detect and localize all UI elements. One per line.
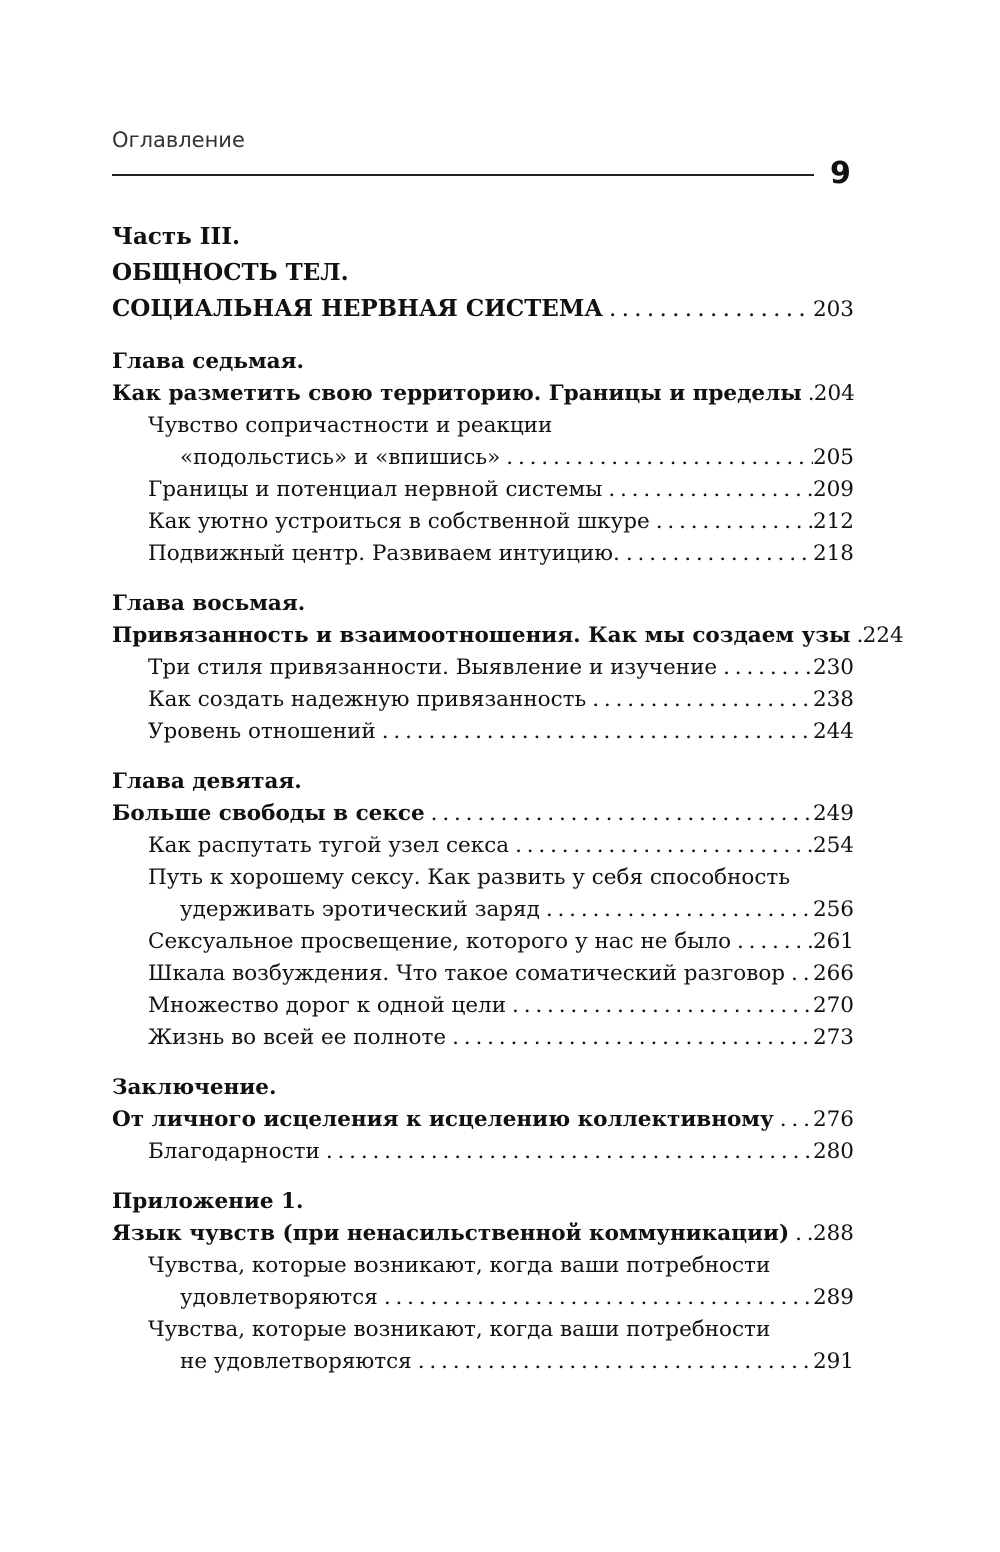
toc-entry[interactable] [112,830,854,862]
entry-title: Три стиля привязанности. Выявление и изучение [148,655,718,680]
toc-entry[interactable] [112,538,854,570]
toc-entry[interactable] [112,1104,854,1136]
entry-page: 209 [812,477,854,502]
entry-page: 218 [812,541,854,566]
toc-entry[interactable] [112,958,854,990]
toc-chapter-7 [112,346,854,570]
toc-entry[interactable] [112,506,854,538]
entry-page: 203 [812,297,854,322]
entry-page: 249 [812,801,854,826]
dot-leader [509,830,813,862]
entry-title: СОЦИАЛЬНАЯ НЕРВНАЯ СИСТЕМА [112,295,604,322]
entry-page: 280 [812,1139,854,1164]
entry-title: Уровень отношений [148,719,376,744]
entry-title: Привязанность и взаимоотношения. Как мы создаем узы [112,623,851,648]
entry-page: 256 [812,897,854,922]
entry-title: Множество дорог к одной цели [148,993,507,1018]
toc-entry[interactable] [112,798,854,830]
dot-leader [785,958,813,990]
entry-title: Благодарности [148,1139,320,1164]
entry-title: Больше свободы в сексе [112,801,425,826]
entry-page: 238 [812,687,854,712]
chapter-label: Глава седьмая. [112,349,304,374]
dot-leader [717,652,813,684]
entry-page: 270 [812,993,854,1018]
dot-leader [603,291,813,327]
toc-conclusion [112,1072,854,1168]
entry-page: 212 [812,509,854,534]
dot-leader [412,1346,813,1378]
dot-leader [620,538,813,570]
toc-entry-line[interactable]: Путь к хорошему сексу. Как развить у себя способность [148,865,791,890]
entry-page: 289 [812,1285,854,1310]
header-rule [112,174,814,176]
toc-entry[interactable] [112,442,854,474]
toc-entry[interactable] [112,1022,854,1054]
toc-entry-line[interactable]: Чувство сопричастности и реакции [148,413,553,438]
entry-title: Шкала возбуждения. Что такое соматический разговор [148,961,786,986]
toc-entry[interactable] [112,990,854,1022]
entry-title: не удовлетворяются [180,1349,412,1374]
toc-chapter-9 [112,766,854,1054]
entry-page: 266 [812,961,854,986]
dot-leader [789,1218,813,1250]
toc-entry[interactable] [112,894,854,926]
chapter-label: Заключение. [112,1075,277,1100]
page-number: 9 [830,156,851,191]
dot-leader [731,926,813,958]
toc-entry-line[interactable]: Чувства, которые возникают, когда ваши потребности [148,1253,771,1278]
toc-entry-line[interactable]: Чувства, которые возникают, когда ваши потребности [148,1317,771,1342]
chapter-label: Глава девятая. [112,769,302,794]
entry-title: Жизнь во всей ее полноте [148,1025,447,1050]
dot-leader [446,1022,813,1054]
running-head-title: Оглавление [112,128,245,152]
entry-page: 288 [812,1221,854,1246]
dot-leader [376,716,813,748]
toc-entry[interactable] [112,474,854,506]
toc-entry[interactable] [112,291,854,328]
dot-leader [802,378,814,410]
dot-leader [378,1282,813,1314]
part-title-line: ОБЩНОСТЬ ТЕЛ. [112,259,349,286]
entry-title: удерживать эротический заряд [180,897,540,922]
entry-title: Как уютно устроиться в собственной шкуре [148,509,650,534]
toc-entry[interactable] [112,652,854,684]
toc-entry[interactable] [112,1346,854,1378]
toc-entry[interactable] [112,684,854,716]
chapter-label: Глава восьмая. [112,591,306,616]
entry-title: Как создать надежную привязанность [148,687,587,712]
toc-entry[interactable] [112,378,854,410]
entry-page: 204 [813,381,855,406]
entry-page: 224 [862,623,904,648]
entry-title: Язык чувств (при ненасильственной коммуникации) [112,1221,790,1246]
toc-entry[interactable] [112,620,904,652]
entry-page: 244 [812,719,854,744]
entry-title: удовлетворяются [180,1285,378,1310]
toc-entry[interactable] [112,1282,854,1314]
entry-page: 254 [812,833,854,858]
dot-leader [500,442,813,474]
dot-leader [586,684,813,716]
entry-title: Границы и потенциал нервной системы [148,477,603,502]
dot-leader [540,894,813,926]
entry-page: 230 [812,655,854,680]
entry-page: 261 [812,929,854,954]
chapter-label: Приложение 1. [112,1189,304,1214]
entry-title: Сексуальное просвещение, которого у нас не было [148,929,732,954]
toc-entry[interactable] [112,1136,854,1168]
entry-title: Как распутать тугой узел секса [148,833,510,858]
dot-leader [320,1136,813,1168]
dot-leader [851,620,863,652]
toc-appendix-1 [112,1186,854,1378]
table-of-contents [112,219,904,1378]
dot-leader [425,798,813,830]
dot-leader [774,1104,813,1136]
dot-leader [650,506,813,538]
entry-page: 276 [812,1107,854,1132]
entry-page: 273 [812,1025,854,1050]
entry-title: От личного исцеления к исцелению коллективному [112,1107,774,1132]
toc-entry[interactable] [112,926,854,958]
dot-leader [506,990,813,1022]
part-label: Часть III. [112,223,241,250]
entry-title: «подольстись» и «впишись» [180,445,501,470]
entry-page: 205 [812,445,854,470]
dot-leader [602,474,813,506]
toc-part-3 [112,219,854,328]
entry-title: Как разметить свою территорию. Границы и пределы [112,381,802,406]
toc-chapter-8 [112,588,904,748]
toc-entry[interactable] [112,716,854,748]
entry-title: Подвижный центр. Развиваем интуицию. [148,541,620,566]
entry-page: 291 [812,1349,854,1374]
toc-entry[interactable] [112,1218,854,1250]
